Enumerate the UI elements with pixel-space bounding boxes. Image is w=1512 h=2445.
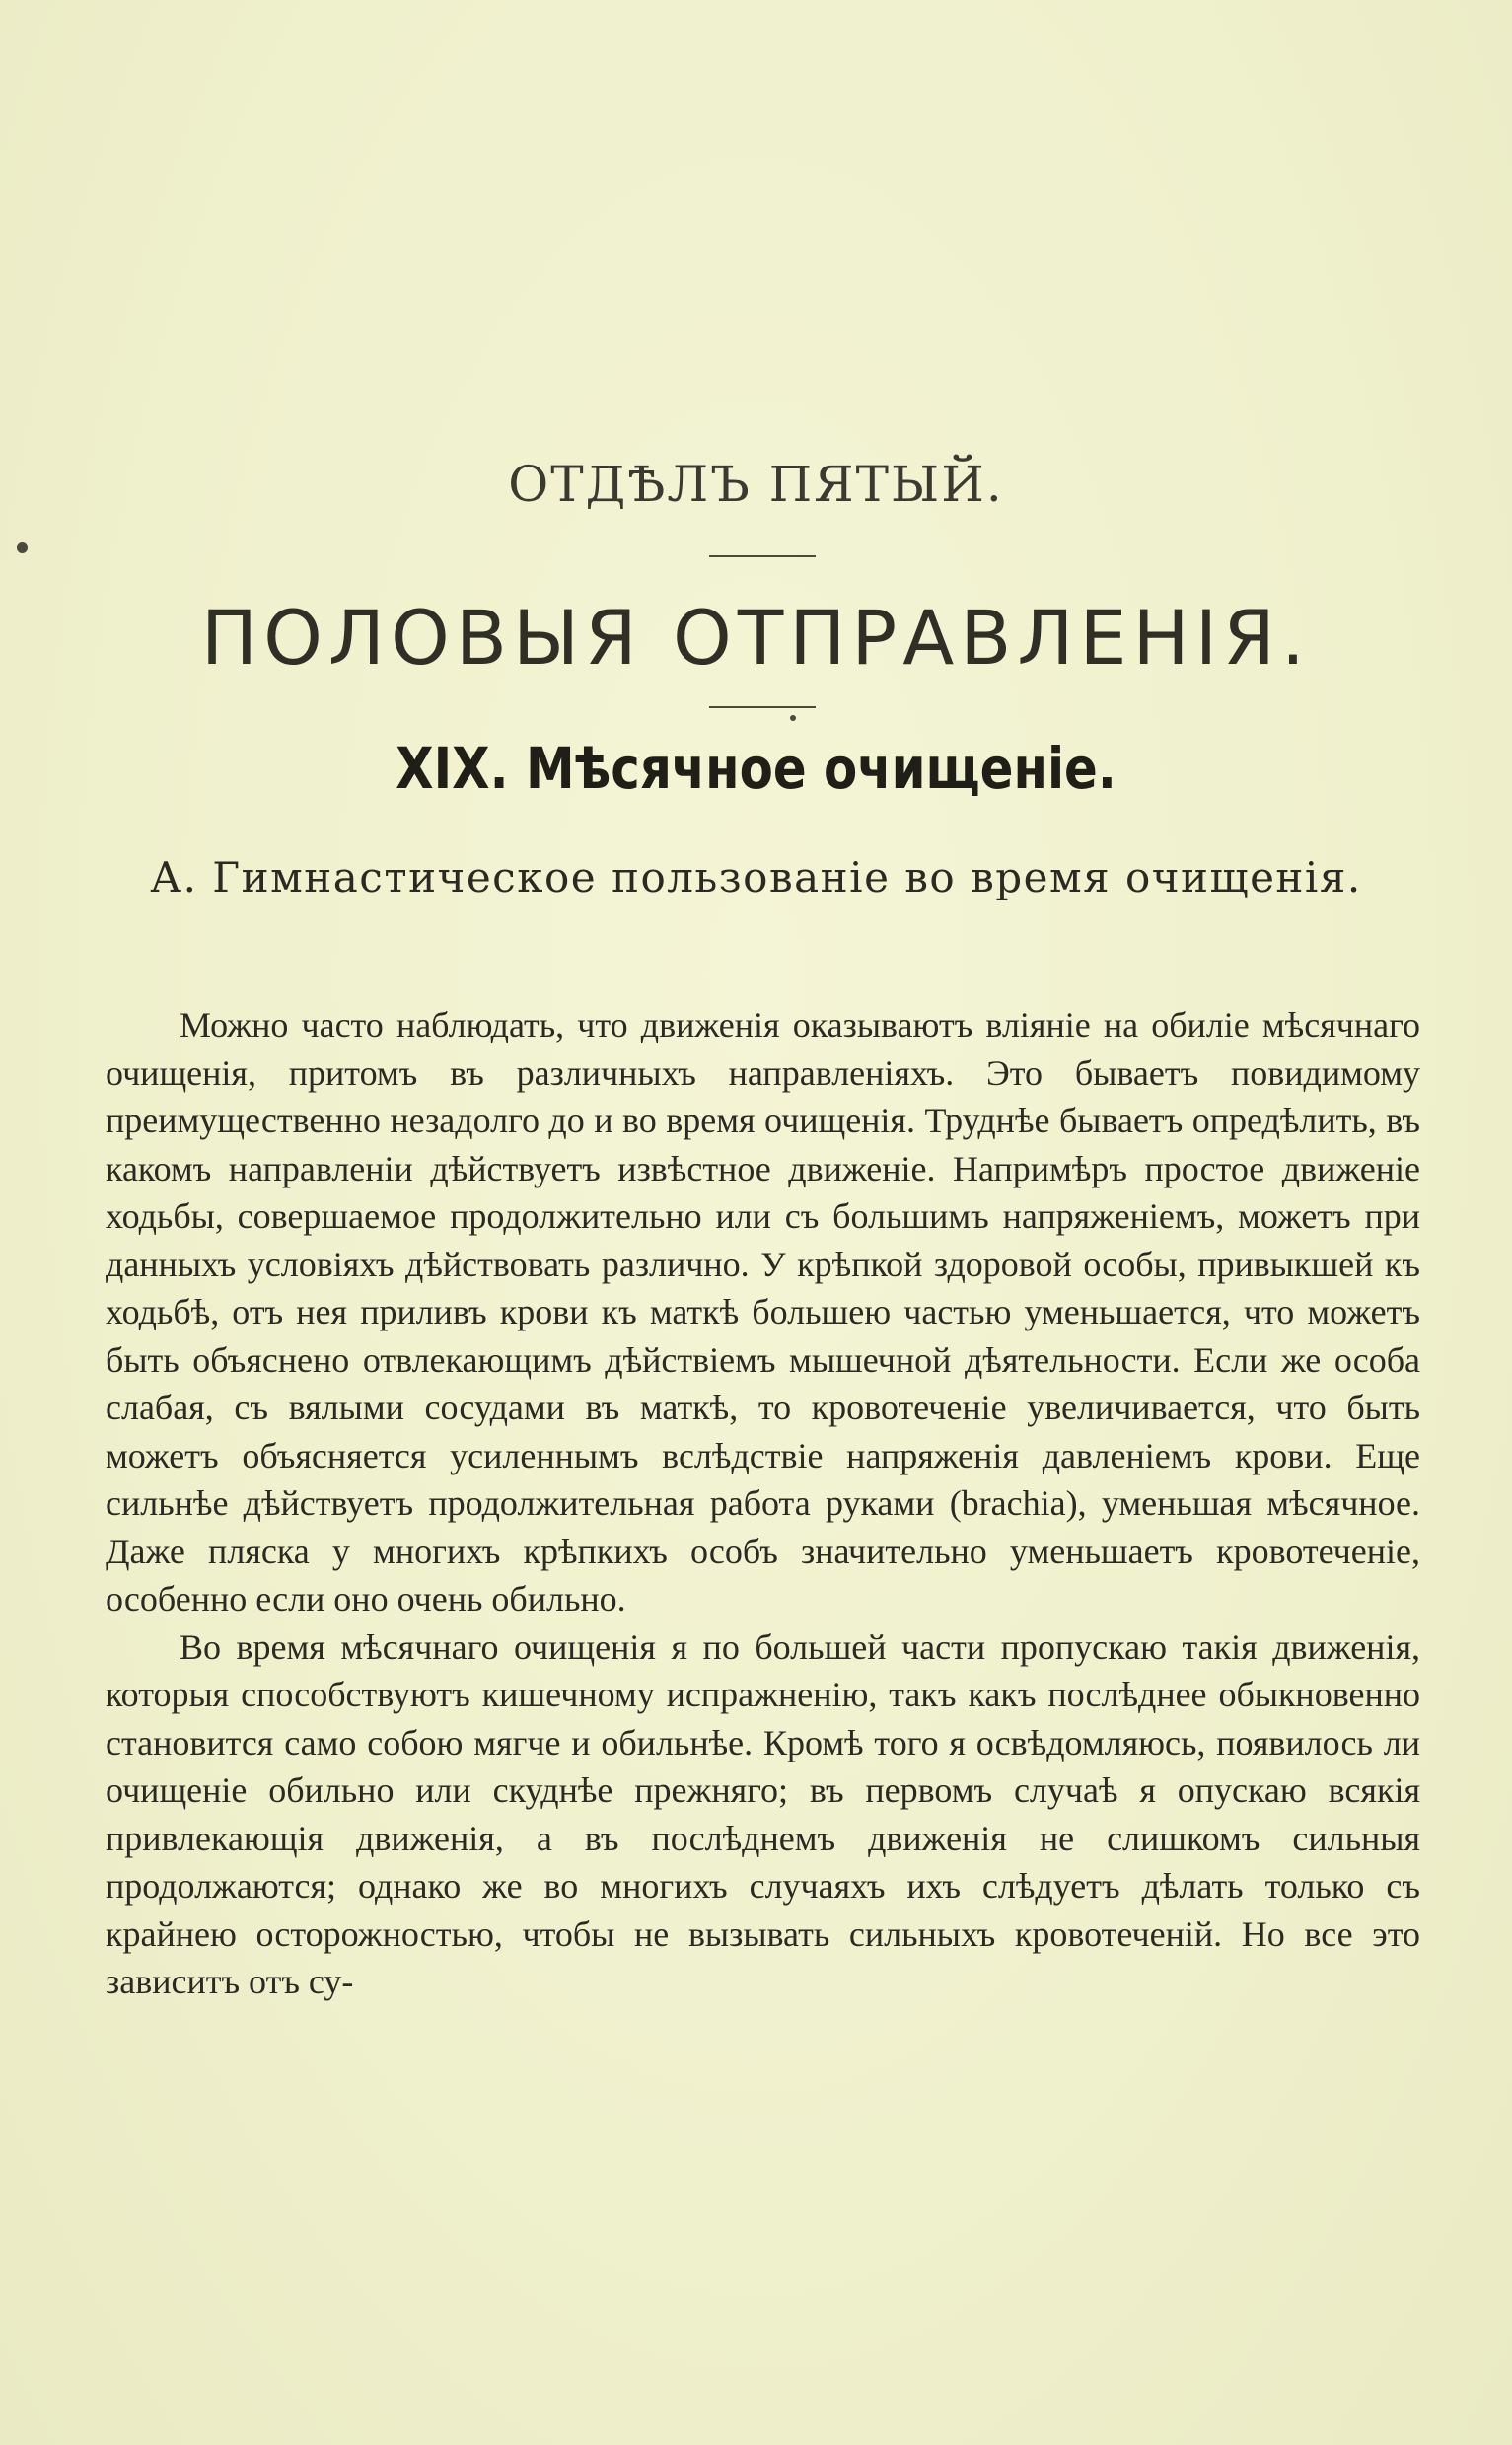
chapter-subtitle: XIX. Мѣсячное очищеніе. (396, 735, 1116, 802)
margin-ink-dot (17, 542, 28, 553)
paragraph-1: Можно часто наблюдать, что движенія оказываютъ вліяніе на обиліе мѣсячнаго очищенія, притомъ въ различныхъ направленіяхъ. Это бываетъ повидимому преимущественно незадолго до и во время очищенія. Труднѣе бываетъ опредѣлить, въ какомъ направленіи дѣйствуетъ извѣстное движеніе. Напримѣръ простое движеніе ходьбы, совершаемое продолжительно или съ большимъ напряженіемъ, можетъ при данныхъ условіяхъ дѣйствовать различно. У крѣпкой здоровой особы, привыкшей къ ходьбѣ, отъ нея приливъ крови къ маткѣ большею частью уменьшается, что можетъ быть объяснено отвлекающимъ дѣйствіемъ мышечной дѣятельности. Если же особа слабая, съ вялыми сосудами въ маткѣ, то кровотеченіе увеличивается, что быть можетъ объясняется усиленнымъ вслѣдствіе напряженія давленіемъ крови. Еще сильнѣе дѣйствуетъ продолжительная работа руками (brachia), уменьшая мѣсячное. Даже пляска у многихъ крѣпкихъ особъ значительно уменьшаетъ кровотеченіе, особенно если оно очень обильно. (106, 1005, 1420, 1618)
subsection-title: А. Гимнастическое пользованіе во время очищенія. (150, 853, 1362, 901)
divider-rule-top (709, 555, 816, 557)
divider-dot (790, 715, 796, 721)
divider-rule-bottom (709, 706, 816, 708)
paragraph-2: Во время мѣсячнаго очищенія я по большей части пропускаю такія движенія, которыя способствуютъ кишечному испражненію, такъ какъ послѣднее обыкновенно становится само собою мягче и обильнѣе. Кромѣ того я освѣдомляюсь, появилось ли очищеніе обильно или скуднѣе прежняго; въ первомъ случаѣ я опускаю всякія привлекающія движенія, а въ послѣднемъ движенія не слишкомъ сильныя продолжаются; однако же во многихъ случаяхъ ихъ слѣдуетъ дѣлать только съ крайнею осторожностью, чтобы не вызывать сильныхъ кровотеченій. Но все это зависитъ отъ су- (106, 1626, 1420, 2001)
section-label: ОТДѢЛЪ ПЯТЫЙ. (508, 456, 1004, 513)
body-text (106, 1001, 1420, 2006)
chapter-heading: ПОЛОВЫЯ ОТПРАВЛЕНІЯ. (200, 594, 1312, 682)
